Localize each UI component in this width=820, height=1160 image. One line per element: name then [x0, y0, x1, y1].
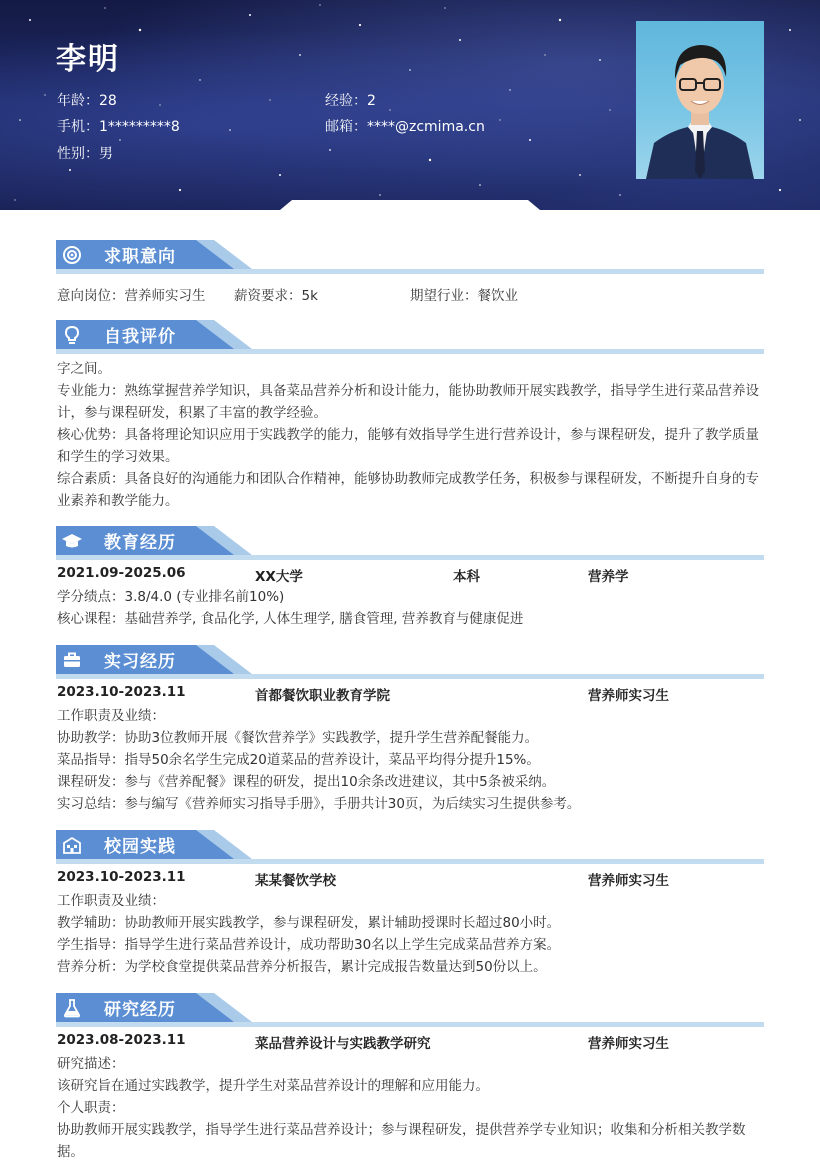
research-role: 营养师实习生	[588, 1036, 669, 1052]
section-header-intent	[56, 238, 764, 274]
age-label: 年龄：	[57, 93, 99, 109]
email-label: 邮箱：	[325, 119, 367, 135]
research-details	[57, 1053, 765, 1160]
graduation-cap-icon	[62, 531, 82, 551]
target-icon	[62, 245, 82, 265]
education-details	[57, 586, 765, 630]
research-date: 2023.08-2023.11	[57, 1032, 186, 1048]
campus-date: 2023.10-2023.11	[57, 869, 186, 885]
section-header-internship	[56, 643, 764, 679]
research-project: 菜品营养设计与实践教学研究	[255, 1036, 431, 1052]
email-value: ****@zcmima.cn	[367, 119, 485, 135]
lightbulb-icon	[62, 325, 82, 345]
research-line: 该研究旨在通过实践教学，提升学生对菜品营养设计的理解和应用能力。	[57, 1078, 489, 1094]
campus-line: 工作职责及业绩：	[57, 893, 165, 909]
education-line: 核心课程：基础营养学, 食品化学, 人体生理学, 膳食管理, 营养教育与健康促进	[57, 611, 524, 627]
campus-line: 学生指导：指导学生进行菜品营养设计，成功帮助30名以上学生完成菜品营养方案。	[57, 937, 561, 953]
research-line: 个人职责：	[57, 1100, 125, 1116]
education-major: 营养学	[588, 569, 629, 585]
section-title: 教育经历	[104, 533, 176, 553]
research-line: 协助教师开展实践教学，指导学生进行菜品营养设计；参与课程研发，提供营养学专业知识；收集和分析相关教学数据。	[57, 1122, 746, 1160]
internship-line: 工作职责及业绩：	[57, 708, 165, 724]
briefcase-icon	[62, 650, 82, 670]
campus-details	[57, 890, 765, 978]
internship-org: 首都餐饮职业教育学院	[255, 688, 390, 704]
profile-photo	[636, 21, 764, 179]
experience-field	[325, 90, 376, 110]
section-header-self-eval	[56, 318, 764, 354]
education-school: XX大学	[255, 569, 303, 585]
internship-date: 2023.10-2023.11	[57, 684, 186, 700]
gender-label: 性别：	[57, 146, 99, 162]
flask-icon	[62, 998, 82, 1018]
internship-line: 菜品指导：指导50余名学生完成20道菜品的营养设计，菜品平均得分提升15%。	[57, 752, 540, 768]
email-field	[325, 116, 485, 136]
age-field	[57, 90, 117, 110]
gender-field	[57, 143, 113, 163]
campus-org: 某某餐饮学校	[255, 873, 336, 889]
internship-line: 课程研发：参与《营养配餐》课程的研发，提出10余条改进建议，其中5条被采纳。	[57, 774, 556, 790]
intent-industry: 期望行业：餐饮业	[410, 288, 518, 304]
education-date: 2021.09-2025.06	[57, 565, 186, 581]
section-title: 校园实践	[104, 837, 176, 857]
section-title: 研究经历	[104, 1000, 176, 1020]
research-line: 研究描述：	[57, 1056, 125, 1072]
header-notch	[0, 200, 820, 212]
experience-value: 2	[367, 93, 376, 109]
self-eval-text	[57, 358, 765, 512]
section-header-campus	[56, 828, 764, 864]
candidate-name: 李明	[56, 42, 120, 77]
section-title: 实习经历	[104, 652, 176, 672]
internship-role: 营养师实习生	[588, 688, 669, 704]
internship-details	[57, 705, 765, 815]
self-eval-line: 核心优势：具备将理论知识应用于实践教学的能力，能够有效指导学生进行营养设计，参与课程研发，提升了教学质量和学生的学习效果。	[57, 427, 759, 465]
phone-label: 手机：	[57, 119, 99, 135]
intent-position: 意向岗位：营养师实习生	[57, 288, 206, 304]
gender-value: 男	[99, 146, 113, 162]
school-building-icon	[62, 835, 82, 855]
phone-field	[57, 116, 180, 136]
campus-role: 营养师实习生	[588, 873, 669, 889]
experience-label: 经验：	[325, 93, 367, 109]
section-header-research	[56, 991, 764, 1027]
campus-line: 营养分析：为学校食堂提供菜品营养分析报告，累计完成报告数量达到50份以上。	[57, 959, 547, 975]
internship-line: 协助教学：协助3位教师开展《餐饮营养学》实践教学，提升学生营养配餐能力。	[57, 730, 539, 746]
intent-salary: 薪资要求：5k	[234, 288, 318, 304]
self-eval-line: 字之间。	[57, 361, 111, 377]
internship-line: 实习总结：参与编写《营养师实习指导手册》，手册共计30页，为后续实习生提供参考。	[57, 796, 581, 812]
education-line: 学分绩点：3.8/4.0 (专业排名前10%)	[57, 589, 285, 605]
resume-header	[0, 0, 820, 210]
section-header-education	[56, 524, 764, 560]
section-title: 自我评价	[104, 327, 176, 347]
education-degree: 本科	[453, 569, 480, 585]
section-title: 求职意向	[104, 247, 176, 267]
self-eval-line: 专业能力：熟练掌握营养学知识，具备菜品营养分析和设计能力，能协助教师开展实践教学，指导学生进行菜品营养设计，参与课程研发，积累了丰富的教学经验。	[57, 383, 759, 421]
phone-value: 1*********8	[99, 119, 180, 135]
campus-line: 教学辅助：协助教师开展实践教学，参与课程研发，累计辅助授课时长超过80小时。	[57, 915, 561, 931]
age-value: 28	[99, 93, 117, 109]
self-eval-line: 综合素质：具备良好的沟通能力和团队合作精神，能够协助教师完成教学任务，积极参与课程研发，不断提升自身的专业素养和教学能力。	[57, 471, 759, 509]
